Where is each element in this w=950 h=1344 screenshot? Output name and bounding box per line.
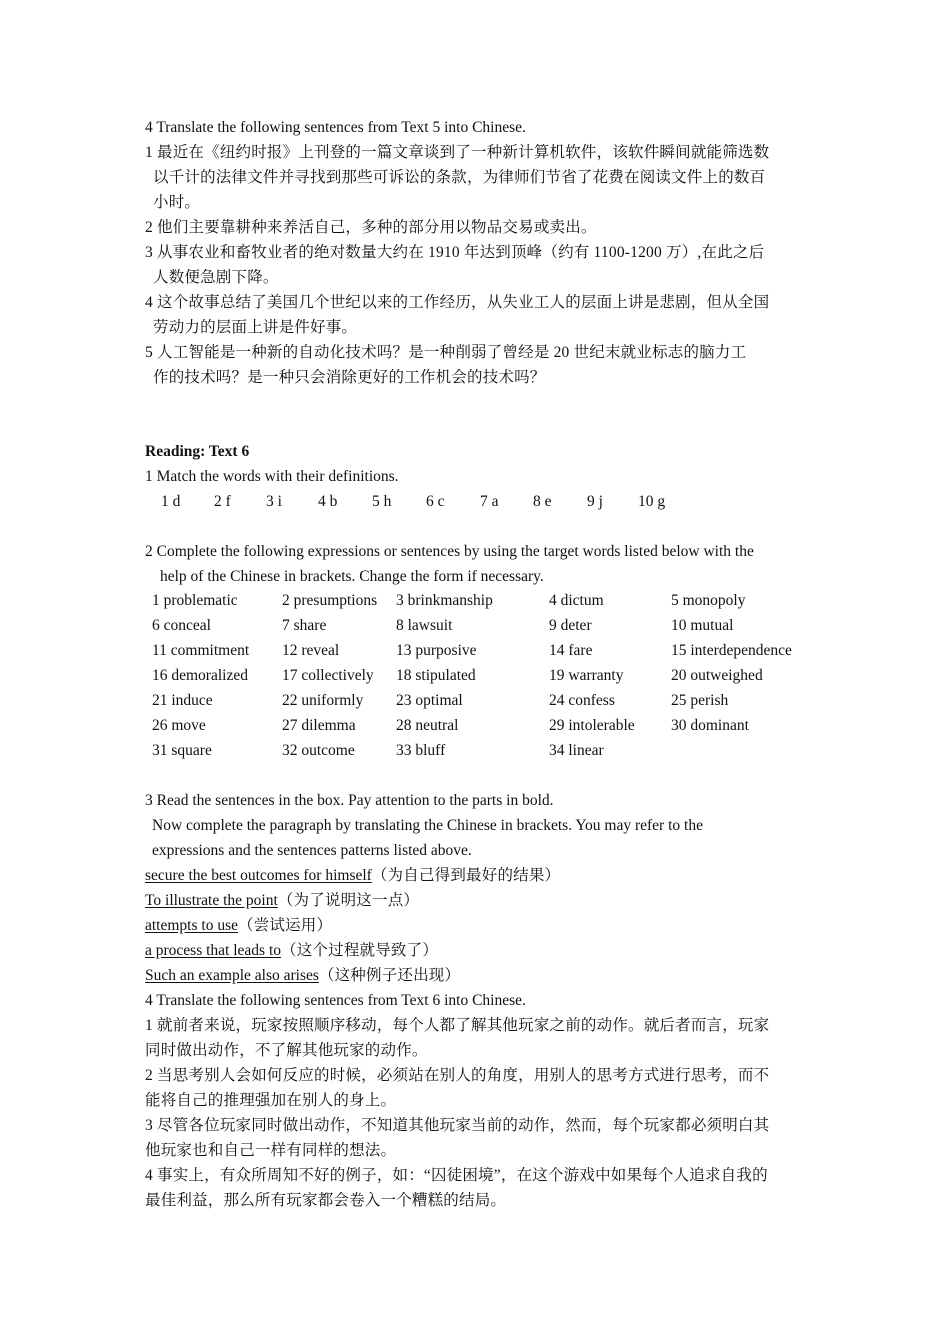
t6-q4-item: 1 就前者来说，玩家按照顺序移动，每个人都了解其他玩家之前的动作。就后者而言，玩家 <box>145 1017 770 1034</box>
word-list-item: 29 intolerable <box>549 717 635 734</box>
t5-q4-item: 小时。 <box>153 194 201 211</box>
word-list-item: 5 monopoly <box>671 592 746 609</box>
word-list-item: 25 perish <box>671 692 729 709</box>
answer-item: 5 h <box>372 493 392 510</box>
word-list-item: 10 mutual <box>671 617 734 634</box>
word-list-row <box>0 692 950 712</box>
t6-q4-item: 2 当思考别人会如何反应的时候，必须站在别人的角度，用别人的思考方式进行思考，而不 <box>145 1067 770 1084</box>
t6-q4-item: 他玩家也和自己一样有同样的想法。 <box>145 1142 397 1159</box>
word-list-item: 32 outcome <box>282 742 355 759</box>
t6-q3-instruction: Now complete the paragraph by translating the Chinese in brackets. You may refer to the <box>152 817 703 834</box>
t6-q1-heading: 1 Match the words with their definitions. <box>145 468 399 485</box>
word-list-item: 12 reveal <box>282 642 340 659</box>
t5-q4-item: 以千计的法律文件并寻找到那些可诉讼的条款，为律师们节省了花费在阅读文件上的数百 <box>153 169 766 186</box>
t6-q3-instruction: expressions and the sentences patterns listed above. <box>152 842 472 859</box>
word-list-item: 1 problematic <box>152 592 238 609</box>
answer-item: 1 d <box>161 493 181 510</box>
t6-q4-item: 4 事实上，有众所周知不好的例子，如：“囚徒困境”，在这个游戏中如果每个人追求自我的 <box>145 1167 768 1184</box>
phrase-en: Such an example also arises <box>145 967 319 984</box>
word-list-item: 17 collectively <box>282 667 374 684</box>
answer-item: 3 i <box>266 493 282 510</box>
word-list-item: 28 neutral <box>396 717 459 734</box>
word-list-item: 24 confess <box>549 692 615 709</box>
word-list-row <box>0 742 950 762</box>
t6-q2-heading: 2 Complete the following expressions or sentences by using the target words listed below with the <box>145 543 754 560</box>
word-list-item: 4 dictum <box>549 592 604 609</box>
t5-q4-item: 3 从事农业和畜牧业者的绝对数量大约在 1910 年达到顶峰（约有 1100-1200 万）,在此之后 <box>145 244 765 261</box>
word-list-item: 20 outweighed <box>671 667 763 684</box>
t6-q4-heading: 4 Translate the following sentences from Text 6 into Chinese. <box>145 992 526 1009</box>
phrase-line <box>145 891 419 911</box>
t5-q4-item: 2 他们主要靠耕种来养活自己，多种的部分用以物品交易或卖出。 <box>145 219 597 236</box>
word-list-row <box>0 617 950 637</box>
answer-item: 9 j <box>587 493 603 510</box>
answer-item: 6 c <box>426 493 445 510</box>
word-list-item: 8 lawsuit <box>396 617 453 634</box>
word-list-item: 33 bluff <box>396 742 446 759</box>
t5-q4-item: 1 最近在《纽约时报》上刊登的一篇文章谈到了一种新计算机软件，该软件瞬间就能筛选数 <box>145 144 770 161</box>
word-list-item: 9 deter <box>549 617 592 634</box>
word-list-item: 16 demoralized <box>152 667 248 684</box>
word-list-item: 6 conceal <box>152 617 211 634</box>
word-list-item: 13 purposive <box>396 642 477 659</box>
t5-q4-item: 5 人工智能是一种新的自动化技术吗？是一种削弱了曾经是 20 世纪末就业标志的脑力工 <box>145 344 747 361</box>
answer-item: 4 b <box>318 493 338 510</box>
phrase-en: secure the best outcomes for himself <box>145 867 372 884</box>
t5-q4-item: 作的技术吗？是一种只会消除更好的工作机会的技术吗？ <box>153 369 546 386</box>
word-list-row <box>0 592 950 612</box>
phrase-en: a process that leads to <box>145 942 282 959</box>
word-list-item: 27 dilemma <box>282 717 356 734</box>
t6-q4-item: 同时做出动作，不了解其他玩家的动作。 <box>145 1042 428 1059</box>
word-list-row <box>0 717 950 737</box>
phrase-line <box>145 966 460 986</box>
word-list-item: 11 commitment <box>152 642 250 659</box>
section-title: Reading: Text 6 <box>145 443 250 460</box>
phrase-line <box>145 866 560 886</box>
word-list-item: 15 interdependence <box>671 642 792 659</box>
t6-q4-item: 最佳利益，那么所有玩家都会卷入一个糟糕的结局。 <box>145 1192 507 1209</box>
phrase-cn: （为自己得到最好的结果） <box>371 867 561 884</box>
word-list-item: 30 dominant <box>671 717 749 734</box>
phrase-line <box>145 916 332 936</box>
word-list-item: 7 share <box>282 617 327 634</box>
word-list-item: 22 uniformly <box>282 692 364 709</box>
t5-q4-item: 劳动力的层面上讲是件好事。 <box>153 319 358 336</box>
phrase-en: attempts to use <box>145 917 238 934</box>
t5-q4-heading: 4 Translate the following sentences from Text 5 into Chinese. <box>145 119 526 136</box>
word-list-item: 18 stipulated <box>396 667 476 684</box>
t6-q1-answer-row <box>0 492 950 512</box>
t6-q2-heading-cont: help of the Chinese in brackets. Change the form if necessary. <box>160 568 544 585</box>
word-list-row <box>0 667 950 687</box>
phrase-cn: （为了说明这一点） <box>277 892 420 909</box>
word-list-item: 2 presumptions <box>282 592 378 609</box>
t5-q4-item: 人数便急剧下降。 <box>153 269 279 286</box>
word-list-item: 14 fare <box>549 642 593 659</box>
t6-q4-item: 3 尽管各位玩家同时做出动作，不知道其他玩家当前的动作，然而，每个玩家都必须明白其 <box>145 1117 770 1134</box>
answer-item: 7 a <box>480 493 499 510</box>
answer-item: 10 g <box>638 493 666 510</box>
t6-q4-item: 能将自己的推理强加在别人的身上。 <box>145 1092 397 1109</box>
t6-q3-heading: 3 Read the sentences in the box. Pay attention to the parts in bold. <box>145 792 554 809</box>
word-list-item: 21 induce <box>152 692 213 709</box>
word-list-item: 26 move <box>152 717 206 734</box>
word-list-item: 19 warranty <box>549 667 624 684</box>
phrase-cn: （这个过程就导致了） <box>281 942 439 959</box>
word-list-item: 3 brinkmanship <box>396 592 493 609</box>
answer-item: 2 f <box>214 493 231 510</box>
answer-item: 8 e <box>533 493 552 510</box>
phrase-en: To illustrate the point <box>145 892 278 909</box>
word-list-item: 31 square <box>152 742 212 759</box>
phrase-line <box>145 941 438 961</box>
word-list-row <box>0 642 950 662</box>
word-list-item: 34 linear <box>549 742 604 759</box>
phrase-cn: （尝试运用） <box>238 917 333 934</box>
word-list-item: 23 optimal <box>396 692 463 709</box>
t5-q4-item: 4 这个故事总结了美国几个世纪以来的工作经历，从失业工人的层面上讲是悲剧，但从全国 <box>145 294 770 311</box>
phrase-cn: （这种例子还出现） <box>318 967 461 984</box>
